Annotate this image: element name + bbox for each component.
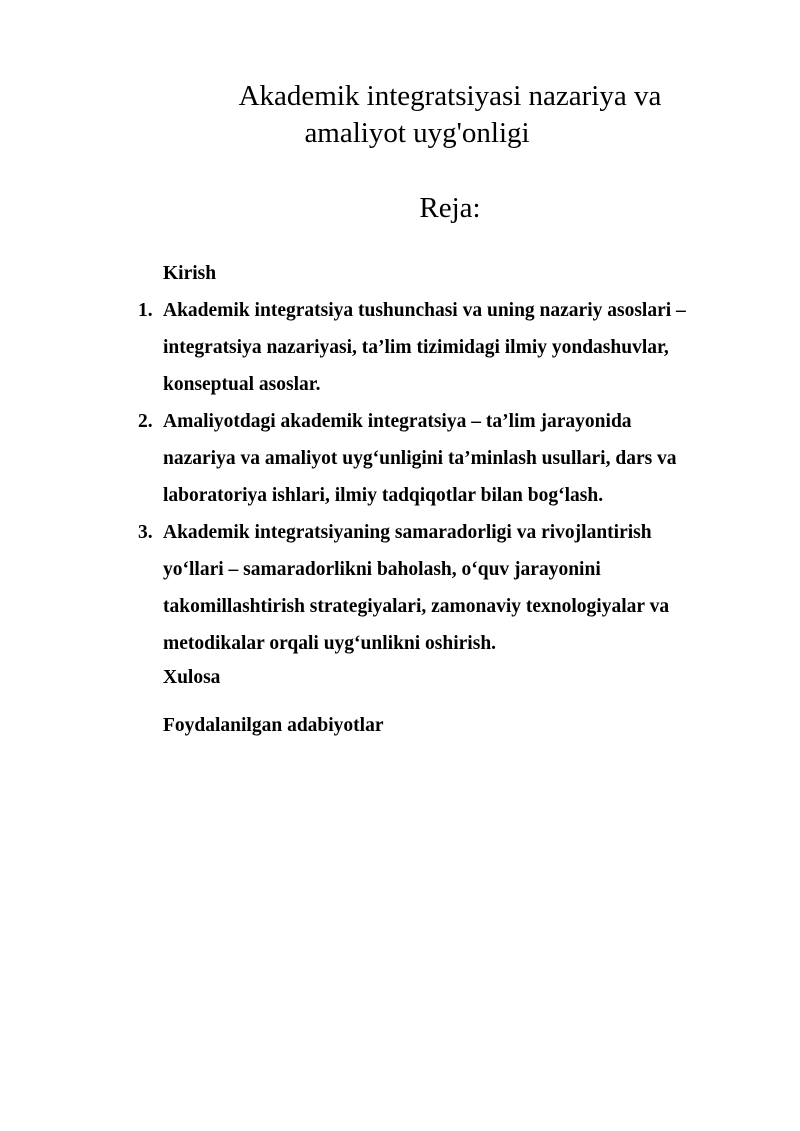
outline-item-line: Akademik integratsiya tushunchasi va uning nazariy asoslari – (163, 300, 686, 321)
outline-item-line: laboratoriya ishlari, ilmiy tadqiqotlar bilan bog‘lash. (163, 485, 604, 506)
plan-heading: Reja: (419, 192, 481, 224)
outline-item-line: metodikalar orqali uyg‘unlikni oshirish. (163, 633, 497, 654)
outline-item-number: 1. (138, 300, 153, 321)
outline-item-line: integratsiya nazariyasi, ta’lim tizimidagi ilmiy yondashuvlar, (163, 337, 669, 358)
plan-outline (138, 258, 758, 742)
outline-item-line: Akademik integratsiyaning samaradorligi va rivojlantirish (163, 522, 652, 543)
outline-conclusion: Xulosa (163, 667, 221, 688)
outline-item-1 (138, 292, 758, 403)
outline-item-line: yo‘llari – samaradorlikni baholash, o‘quv jarayonini (163, 559, 601, 580)
outline-item-2 (138, 403, 758, 514)
outline-item-number: 2. (138, 411, 153, 432)
outline-item-line: takomillashtirish strategiyalari, zamonaviy texnologiyalar va (163, 596, 670, 617)
outline-list (138, 292, 758, 662)
outline-item-line: Amaliyotdagi akademik integratsiya – ta’lim jarayonida (163, 411, 632, 432)
document-title (150, 78, 750, 152)
outline-item-line: konseptual asoslar. (163, 374, 321, 395)
outline-item-number: 3. (138, 522, 153, 543)
outline-references: Foydalanilgan adabiyotlar (163, 715, 384, 736)
outline-item-line: nazariya va amaliyot uyg‘unligini ta’minlash usullari, dars va (163, 448, 677, 469)
outline-item-3 (138, 514, 758, 662)
outline-intro: Kirish (163, 263, 217, 284)
title-line-2: amaliyot uyg'onligi (304, 117, 530, 149)
title-line-1: Akademik integratsiyasi nazariya va (238, 80, 662, 112)
